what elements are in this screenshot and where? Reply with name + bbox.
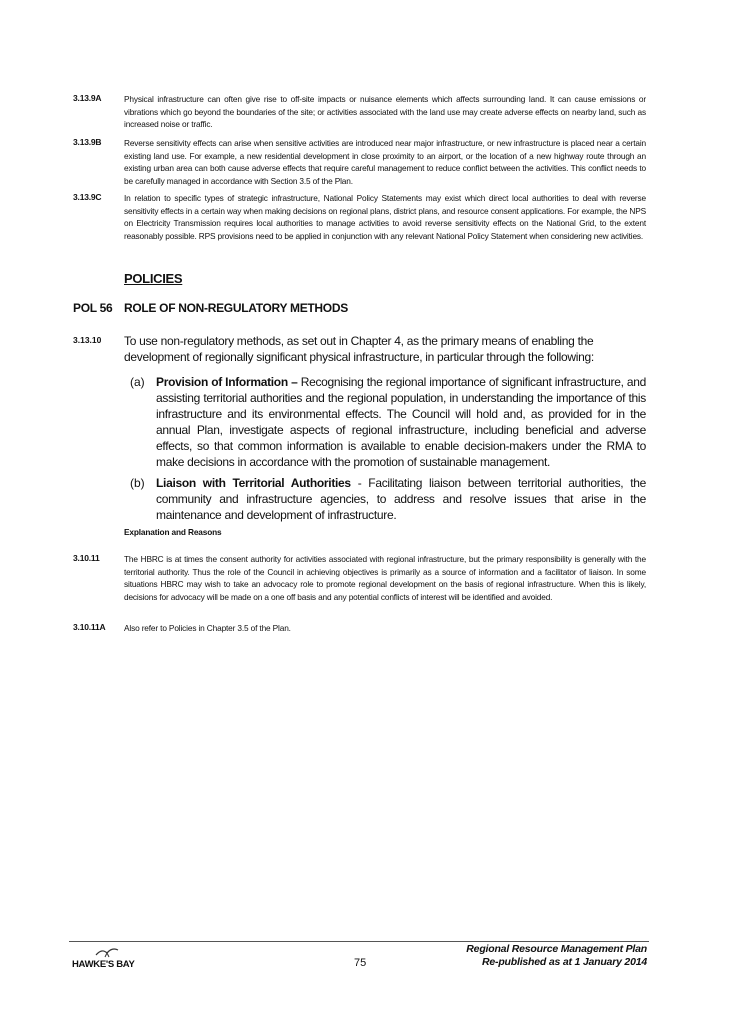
item-label: (a) bbox=[130, 375, 145, 389]
paragraph-number: 3.10.11 bbox=[73, 553, 100, 563]
item-label: (b) bbox=[130, 476, 145, 490]
paragraph-number: 3.13.10 bbox=[73, 335, 102, 345]
page-number: 75 bbox=[354, 957, 367, 969]
footer-divider bbox=[69, 941, 649, 942]
paragraph-text: To use non-regulatory methods, as set out in Chapter 4, as the primary means of enabling the development of regionally significant physical infrastructure, in particular through the following: bbox=[124, 334, 594, 364]
paragraph-number: 3.10.11A bbox=[73, 622, 106, 632]
paragraph-number: 3.13.9B bbox=[73, 137, 102, 147]
item-text: Recognising the regional importance of significant infrastructure, and assisting territorial authorities and the regional population, in understanding the importance of this infrastructure and its environmental effects. The Council will hold and, as provided for in the annual Plan, investigate aspects of regional infrastructure, including beneficial and adverse effects, so that common information is available to enable decision-makers under the RMA to make decisions in accordance with the promotion of sustainable management. bbox=[156, 375, 646, 469]
paragraph-text: In relation to specific types of strategic infrastructure, National Policy Statements may exist which direct local authorities to deal with reverse sensitivity effects in a certain way when making decisions on regional plans, district plans, and resource consent applications. For example, the NPS on Electricity Transmission requires local authorities to manage activities to avoid reverse sensitivity effects on the National Grid, to the extent reasonably possible. RPS provisions need to be applied in conjunction with any relevant National Policy Statement when considering new activities. bbox=[124, 193, 646, 241]
item-lead: Provision of Information – bbox=[156, 375, 298, 389]
paragraph-text: Physical infrastructure can often give rise to off-site impacts or nuisance elements which affects surrounding land. It can cause emissions or vibrations which go beyond the boundaries of the site; or activities associated with the land use may create adverse effects on nearby land, such as increased noise or traffic. bbox=[124, 94, 646, 130]
paragraph-text: The HBRC is at times the consent authority for activities associated with regional infrastructure, but the primary responsibility is generally with the territorial authority. Thus the role of the Council in achieving objectives is primarily as a source of information and a facilitator of liaison. In some situations HBRC may wish to take an advocacy role to promote regional development on the basis of regional infrastructure. When this is likely, decisions for advocacy will be made on a one off basis and any potential conflicts of interest will be identified and avoided. bbox=[124, 554, 646, 602]
hawkes-bay-logo bbox=[72, 944, 152, 974]
paragraph-text: Also refer to Policies in Chapter 3.5 of the Plan. bbox=[124, 623, 291, 633]
paragraph-number: 3.13.9C bbox=[73, 192, 102, 202]
policy-title: ROLE OF NON-REGULATORY METHODS bbox=[124, 301, 348, 315]
item-text: - Facilitating liaison between territorial authorities, the community and infrastructure agencies, to address and resolve issues that arise in the maintenance and development of infrastructure. bbox=[156, 476, 646, 522]
item-body bbox=[156, 475, 646, 523]
explanation-heading: Explanation and Reasons bbox=[124, 527, 222, 537]
footer-title bbox=[466, 943, 647, 969]
item-lead: Liaison with Territorial Authorities bbox=[156, 476, 351, 490]
policies-heading: POLICIES bbox=[124, 271, 183, 286]
footer-title-line-1: Regional Resource Management Plan bbox=[466, 943, 647, 955]
policy-number: POL 56 bbox=[73, 301, 113, 315]
logo-text: HAWKE'S BAY bbox=[72, 959, 135, 970]
paragraph-text: Reverse sensitivity effects can arise when sensitive activities are introduced near major infrastructure, or new infrastructure is placed near a certain existing land use. For example, a new residential development in close proximity to an airport, or the location of a new highway route through an existing urban area can both cause adverse effects that require careful management to reduce conflict between the activities. This conflict needs to be carefully managed in accordance with Section 3.5 of the Plan. bbox=[124, 138, 646, 186]
hawk-logo-icon bbox=[94, 944, 120, 960]
item-body bbox=[156, 374, 646, 470]
footer-title-line-2: Re-published as at 1 January 2014 bbox=[482, 956, 647, 968]
paragraph-number: 3.13.9A bbox=[73, 93, 102, 103]
